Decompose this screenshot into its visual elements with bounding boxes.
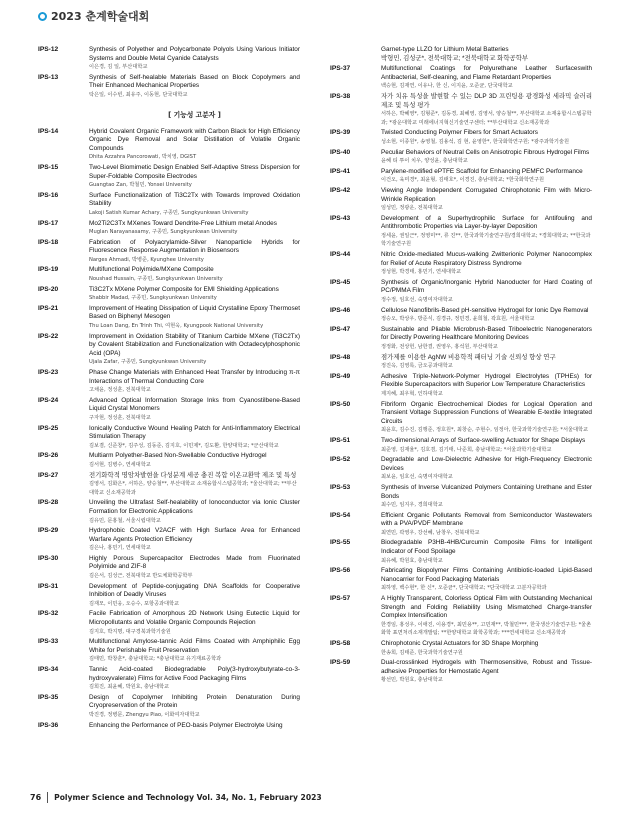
continued-authors: 박형민, 김성군*, 전북대학교; *전북대학교 화학공학부 bbox=[381, 54, 529, 62]
journal-citation: Polymer Science and Technology Vol. 34, No. 1, February 2023 bbox=[54, 793, 322, 802]
entry-code: IPS-45 bbox=[330, 278, 351, 286]
program-entry bbox=[330, 640, 592, 657]
program-entry bbox=[38, 46, 300, 72]
entry-body bbox=[381, 168, 592, 185]
entry-authors: 김서현, 김병수, 연세대학교 bbox=[89, 461, 151, 468]
entry-body bbox=[89, 397, 300, 423]
entry-body bbox=[381, 251, 592, 277]
entry-title: Highly Porous Supercapacitor Electrodes Made from Fluorinated Polyimide and ZIF-8 bbox=[89, 554, 300, 571]
entry-authors: 김은나, 홍민기, 연세대학교 bbox=[89, 545, 151, 552]
entry-body bbox=[89, 305, 300, 331]
program-entry bbox=[330, 187, 592, 213]
entry-authors: 서하은, 박혜영*, 김형준*, 김동경, 최혜영, 김영서, 양승철**, 부산대학교 소재융합시스템공학과; *광운대학교 미래에너지혁신기술연구센터; **부산대학교 신소재공학과 bbox=[381, 111, 592, 126]
entry-title: Two-Level Biomimetic Design Enabled Self-Adaptive Stress Dispersion for Super-Foldable Composite Electrodes bbox=[89, 163, 300, 180]
entry-title: Chirophotonic Crystal Actuators for 3D Shape Morphing bbox=[381, 640, 539, 647]
program-entry bbox=[38, 286, 300, 303]
entry-body bbox=[381, 484, 592, 510]
entry-code: IPS-47 bbox=[330, 325, 351, 333]
entry-body bbox=[381, 401, 592, 435]
entry-code: IPS-20 bbox=[38, 285, 59, 293]
entry-title: Nitric Oxide-mediated Mucus-walking Zwitterionic Polymer Nanocomplex for Relief of Acute Respiratory Distress Syndrome bbox=[381, 251, 592, 267]
entry-code: IPS-56 bbox=[330, 567, 351, 575]
entry-authors: Guangtao Zan, 박철민, Yonsei University bbox=[89, 182, 192, 189]
entry-title: Surface Functionalization of Ti3C2Tx with Towards Improved Oxidation Stability bbox=[89, 191, 300, 208]
page-header bbox=[38, 8, 149, 24]
entry-title: Synthesis of Polyether and Polycarbonate Polyols Using Various Initiator Systems and Double Metal Cyanide Catalysts bbox=[89, 46, 300, 62]
entry-title: Multifunctional Amylose-tannic Acid Films Coated with Amphiphilic Egg White for Perishable Fruit Preservation bbox=[89, 638, 300, 654]
entry-code: IPS-13 bbox=[38, 73, 59, 81]
continued-entry bbox=[330, 46, 592, 63]
program-entry bbox=[330, 129, 592, 146]
entry-code: IPS-14 bbox=[38, 127, 59, 135]
entry-authors: 황선민, 박원효, 충남대학교 bbox=[381, 677, 443, 684]
entry-title: Advanced Optical Information Storage Inks from Cyanostilbene-Based Liquid Crystal Monomers bbox=[89, 396, 300, 413]
entry-title: Biodegradable P3HB-4HB/Curcumin Composite Films for Intelligent Indicator of Food Spoilage bbox=[381, 539, 592, 556]
entry-code: IPS-37 bbox=[330, 65, 351, 73]
entry-body bbox=[381, 456, 592, 482]
entry-body bbox=[89, 286, 300, 303]
circle-bullet-icon bbox=[38, 12, 47, 21]
left-column bbox=[38, 46, 300, 732]
entry-title: Development of Peptide-conjugating DNA Scaffolds for Cooperative Inhibition of Deadly Viruses bbox=[89, 582, 300, 599]
entry-title: Synthesis of Self-healable Materials Based on Block Copolymers and Their Enhanced Mechanical Properties bbox=[89, 73, 300, 90]
entry-authors: 최보윤, 임호선, 숙명여자대학교 bbox=[381, 474, 453, 481]
entry-title: Cellulose Nanofibrils-Based pH-sensitive Hydrogel for Ionic Dye Removal bbox=[381, 306, 589, 314]
entry-authors: 한송희, 김태준, 한국과학기술연구원 bbox=[381, 649, 463, 656]
entry-authors: 최연민, 곽영우, 강선혜, 남창우, 전북대학교 bbox=[381, 529, 480, 536]
entry-body bbox=[381, 640, 592, 657]
entry-code: IPS-43 bbox=[330, 214, 351, 222]
program-entry bbox=[330, 512, 592, 538]
entry-title: Adhesive Triple-Network-Polymer Hydrogel Electrolytes (TPHEs) for Flexible Supercapacitors with Superior Low Temperature Characteristics bbox=[381, 372, 592, 389]
program-entry bbox=[330, 484, 592, 510]
entry-title: 점가제를 이용한 AgNW 비용학적 패터닝 기술 신뢰성 향상 연구 bbox=[381, 353, 556, 361]
entry-body bbox=[381, 373, 592, 399]
entry-code: IPS-30 bbox=[38, 554, 59, 562]
entry-body bbox=[89, 694, 300, 720]
entry-code: IPS-18 bbox=[38, 238, 59, 246]
entry-body bbox=[381, 129, 592, 146]
entry-body bbox=[89, 638, 300, 664]
program-entry bbox=[38, 527, 300, 553]
entry-body bbox=[381, 567, 592, 593]
entry-body bbox=[89, 499, 300, 525]
entry-body bbox=[89, 46, 300, 72]
entry-code: IPS-54 bbox=[330, 511, 351, 519]
program-entry bbox=[330, 307, 592, 324]
entry-title: Unveiling the Ultrafast Self-healability of Ionoconductor via Ionic Cluster Formation for Electronic Applications bbox=[89, 499, 300, 515]
entry-body bbox=[89, 583, 300, 609]
entry-authors: 정승오, 박상우, 방준식, 김경규, 정민경, 윤희철, 곽효원, 서울대학교 bbox=[381, 316, 535, 323]
entry-authors: 김재모, 이민웅, 오승수, 포항공과대학교 bbox=[89, 600, 180, 607]
entry-authors: 김희진, 최윤혜, 박원효, 충남대학교 bbox=[89, 684, 170, 691]
entry-code: IPS-58 bbox=[330, 640, 351, 647]
program-entry bbox=[38, 74, 300, 100]
entry-title: Viewing Angle Independent Corrugated Chirophotonic Film with Micro-Wrinkle Replication bbox=[381, 186, 592, 203]
entry-code: IPS-34 bbox=[38, 666, 59, 673]
entry-authors: 임성민, 정광운, 전북대학교 bbox=[381, 205, 443, 212]
entry-body bbox=[381, 354, 592, 371]
entry-authors: 정수정, 임호선, 숙명여자대학교 bbox=[381, 297, 453, 304]
entry-authors: 정정화, 전상헌, 남한결, 권영우, 홍석원, 부산대학교 bbox=[381, 344, 498, 350]
entry-authors: 제지혜, 최우혁, 인하대학교 bbox=[381, 390, 443, 397]
entry-code: IPS-17 bbox=[38, 219, 59, 227]
entry-body bbox=[89, 369, 300, 395]
entry-code: IPS-53 bbox=[330, 483, 351, 491]
entry-body bbox=[89, 722, 300, 731]
entry-authors: 최윤호, 김수진, 김행준, 정호원*, 최창순, 주현수, 임정아, 한국과학기술연구원; *서울대학교 bbox=[381, 427, 589, 434]
program-entry bbox=[38, 555, 300, 581]
entry-body bbox=[89, 164, 300, 190]
page-footer bbox=[30, 792, 322, 803]
program-entry bbox=[38, 333, 300, 367]
program-entry bbox=[330, 401, 592, 435]
entry-title: Dual-crosslinked Hydrogels with Thermosensitive, Robust and Tissue-adhesive Properties for Hemostatic Agent bbox=[381, 659, 592, 675]
continued-title: Garnet-type LLZO for Lithium Metal Batteries bbox=[381, 46, 509, 53]
entry-body bbox=[381, 93, 592, 127]
entry-title: Improvement of Heating Dissipation of Liquid Crystalline Epoxy Thermoset Based on Biphenyl Mesogen bbox=[89, 304, 300, 321]
program-entry bbox=[38, 583, 300, 609]
entry-title: Two-dimensional Arrays of Surface-swelling Actuator for Shape Displays bbox=[381, 436, 586, 444]
program-entry bbox=[330, 251, 592, 277]
entry-authors: 정성현, 박경태, 홍민기, 연세대학교 bbox=[381, 269, 462, 276]
entry-code: IPS-19 bbox=[38, 266, 59, 274]
entry-authors: 김유민, 문홍철, 서울시립대학교 bbox=[89, 517, 161, 524]
entry-body bbox=[89, 555, 300, 581]
entry-authors: 구자현, 정성훈, 전북대학교 bbox=[89, 414, 151, 421]
entry-authors: 김태민, 박창훈*, 충남대학교; *충남대학교 유기재료공학과 bbox=[89, 656, 222, 663]
entry-code: IPS-33 bbox=[38, 638, 59, 646]
program-entry bbox=[330, 595, 592, 638]
entry-body bbox=[89, 239, 300, 265]
entry-body bbox=[381, 437, 592, 454]
program-entry bbox=[330, 567, 592, 593]
entry-title: Fabricating Biopolymer Films Containing Antibiotic-loaded Lipid-Based Nanocarrier for Food Packaging Materials bbox=[381, 567, 592, 583]
program-entry bbox=[38, 164, 300, 190]
entry-body bbox=[381, 326, 592, 352]
entry-title: Efficient Organic Pollutants Removal from Semiconductor Wastewaters with a PVA/PVDF Membrane bbox=[381, 511, 592, 528]
program-entry bbox=[38, 499, 300, 525]
entry-authors: 최하영, 백수현*, 한 신*, 오준균*, 단국대학교; *단국대학교 고분자공학과 bbox=[381, 585, 547, 592]
entry-authors: 박진경, 정병문, Zhengyu Piao, 이화여자대학교 bbox=[89, 711, 200, 718]
program-entry bbox=[38, 666, 300, 692]
section-heading-label: [ 기능성 고분자 ] bbox=[168, 110, 221, 119]
entry-body bbox=[89, 452, 300, 469]
entry-authors: Dhita Azzahra Pancorowati, 박치영, DGIST bbox=[89, 154, 197, 161]
entry-body bbox=[381, 65, 592, 91]
entry-authors: 김은서, 김성근, 전북대학교 반도체화학공학부 bbox=[89, 573, 193, 580]
entry-title: Degradable and Low-Dielectric Adhesive for High-Frequency Electronic Devices bbox=[381, 456, 592, 472]
entry-title: Sustainable and Pliable Microbrush-Based Triboelectric Nanogenerators for Directly Powering Healthcare Monitoring Devices bbox=[381, 325, 592, 342]
entry-code: IPS-42 bbox=[330, 186, 351, 194]
entry-title: 전기화학적 명암차발현을 다성분계 세공 충진 복합 이온교환막 제조 및 특성 bbox=[89, 471, 297, 479]
entry-authors: 윤혜 티 투이 치우, 양성윤, 충남대학교 bbox=[381, 158, 468, 165]
entry-authors: 한경임, 홍성우, 이애진, 이용경*, 최민용**, 고민재**, 박철민***, 한국생산기술연구원; *울촌화학 표면처리소재개발팀; **한양대학교 화학공학과; ***연세대학교 신소재공학과 bbox=[381, 621, 592, 637]
entry-authors: 최준영, 김재율*, 김호겸, 김기태, 나준희, 충남대학교; *서울과학기술대학교 bbox=[381, 446, 552, 453]
entry-authors: 정세윤, 권일근*, 정영미**, 류 진**, 한국과학기술연구원/경희대학교; *경희대학교; **한국과학기술연구원 bbox=[381, 232, 591, 248]
entry-body bbox=[381, 149, 592, 166]
entry-code: IPS-50 bbox=[330, 400, 351, 408]
entry-body bbox=[89, 666, 300, 692]
entry-code: IPS-40 bbox=[330, 148, 351, 156]
entry-code: IPS-59 bbox=[330, 659, 351, 667]
entry-authors: Muglan Narayanasamy, 구종민, Sungkyunkwan University bbox=[89, 229, 238, 236]
section-heading bbox=[89, 109, 300, 119]
program-entry bbox=[330, 149, 592, 166]
entry-code: IPS-55 bbox=[330, 539, 351, 547]
entry-code: IPS-12 bbox=[38, 46, 59, 53]
program-entry bbox=[38, 397, 300, 423]
entry-body bbox=[89, 220, 300, 237]
entry-title: Enhancing the Performance of PEO-basis Polymer Electrolyte Using bbox=[89, 721, 283, 729]
left-top-entries bbox=[38, 46, 300, 100]
entry-authors: Lakoji Satish Kumar Achary, 구종민, Sungkyunkwan University bbox=[89, 209, 249, 216]
entry-authors: 최수민, 임지우, 경희대학교 bbox=[381, 502, 443, 509]
entry-body bbox=[89, 192, 300, 218]
entry-authors: 김지호, 박지명, 대구경북과학기술원 bbox=[89, 628, 171, 635]
entry-code: IPS-16 bbox=[38, 191, 59, 199]
entry-authors: 탁은일, 이수빈, 최유주, 이동현, 단국대학교 bbox=[89, 91, 188, 98]
entry-code: IPS-29 bbox=[38, 527, 59, 535]
entry-title: Improvement in Oxidation Stability of Titanium Carbide MXene (Ti3C2Tx) by Covalent Stabilization and Functionalization with Octadecylphosphonic Acid (OPA) bbox=[89, 332, 300, 357]
entry-code: IPS-23 bbox=[38, 369, 59, 376]
entry-title: Ionically Conductive Wound Healing Patch for Anti-Inflammatory Electrical Stimulation Therapy bbox=[89, 424, 300, 441]
entry-authors: 정진옥, 김영록, 금오공과대학교 bbox=[381, 363, 453, 370]
entry-body bbox=[89, 266, 300, 283]
entry-authors: Ujala Zafar, 구종민, Sungkyunkwan University bbox=[89, 359, 207, 366]
entry-title: 자가 치유 특성을 발현할 수 있는 DLP 3D 프린팅용 광경화성 세라믹 슬러리 제조 및 특성 평가 bbox=[381, 92, 592, 109]
entry-authors: 백승현, 김재연, 이유나, 한 신, 이지윤, 오준균, 단국대학교 bbox=[381, 83, 513, 90]
entry-body bbox=[89, 527, 300, 553]
entry-code: IPS-51 bbox=[330, 436, 351, 444]
entry-authors: 이은경, 김 일, 부산대학교 bbox=[89, 64, 148, 71]
program-entry bbox=[38, 128, 300, 162]
entry-title: Ti3C2Tx MXene Polymer Composite for EMI Shielding Applications bbox=[89, 285, 279, 293]
entry-body bbox=[381, 307, 592, 324]
entry-title: Design of Copolymer Inhibiting Protein Denaturation During Cryopreservation of the Protein bbox=[89, 693, 300, 710]
right-column bbox=[330, 46, 592, 687]
entry-code: IPS-21 bbox=[38, 304, 59, 312]
program-entry bbox=[38, 694, 300, 720]
entry-title: Peculiar Behaviors of Neutral Cells on Anisotropic Fibrous Hydrogel Films bbox=[381, 148, 590, 156]
entry-title: Fabrication of Polyacrylamide-Silver Nanoparticle Hybrids for Fluorescence Response Augmentation in Biosensors bbox=[89, 238, 300, 255]
entry-body bbox=[381, 595, 592, 638]
entry-body bbox=[89, 425, 300, 451]
program-entry bbox=[330, 659, 592, 685]
entry-authors: 최유혜, 박원효, 충남대학교 bbox=[381, 557, 443, 564]
program-entry bbox=[330, 326, 592, 352]
entry-title: Hydrophobic Coated V2ACF with High Surface Area for Enhanced Warfare Agents Protection Efficiency bbox=[89, 527, 300, 543]
entry-code: IPS-46 bbox=[330, 306, 351, 314]
entry-authors: 김보겸, 신준창*, 김주성, 김동준, 김지호, 이민제*, 김도환, 한양대학교; *군산대학교 bbox=[89, 442, 279, 449]
entry-title: Parylene-modified ePTFE Scaffold for Enhancing PEMFC Performance bbox=[381, 167, 583, 175]
entry-code: IPS-48 bbox=[330, 353, 351, 361]
entry-title: Fibriform Organic Electrochemical Diodes for Logical Operation and Transient Voltage Suppression Functions of Wearable E-textile Integrated Circuits bbox=[381, 400, 592, 425]
entry-authors: Thu Loan Dang, En Trinh Thi, 여현욱, Kyungpook National University bbox=[89, 323, 264, 330]
entry-authors: Noushad Hussain, 구종민, Sungkyunkwan University bbox=[89, 276, 223, 283]
entry-body bbox=[89, 472, 300, 498]
entry-body bbox=[89, 128, 300, 162]
entry-code: IPS-41 bbox=[330, 167, 351, 175]
left-entry-list bbox=[38, 128, 300, 731]
entry-body bbox=[381, 539, 592, 565]
program-entry bbox=[38, 266, 300, 283]
entry-code: IPS-28 bbox=[38, 499, 59, 507]
footer-divider bbox=[47, 792, 48, 803]
entry-body bbox=[381, 187, 592, 213]
program-entry bbox=[330, 456, 592, 482]
entry-code: IPS-31 bbox=[38, 582, 59, 590]
program-entry bbox=[330, 215, 592, 249]
entry-body bbox=[89, 74, 300, 100]
entry-code: IPS-44 bbox=[330, 251, 351, 259]
program-entry bbox=[330, 168, 592, 185]
entry-code: IPS-39 bbox=[330, 129, 351, 137]
entry-body bbox=[381, 512, 592, 538]
entry-code: IPS-38 bbox=[330, 92, 351, 100]
entry-code: IPS-36 bbox=[38, 721, 59, 729]
entry-authors: Narges Ahmadi, 박병준, Kyunghee University bbox=[89, 256, 204, 263]
entry-code: IPS-57 bbox=[330, 595, 351, 603]
entry-authors: 김영서, 김화은*, 서하은, 양승철**, 부산대학교 소재융합시스템공학과; *울산대학교; **부산대학교 신소재공학과 bbox=[89, 481, 297, 496]
entry-authors: 고채윤, 정성훈, 전북대학교 bbox=[89, 387, 151, 394]
program-entry bbox=[38, 722, 300, 731]
entry-title: Twisted Conducting Polymer Fibers for Smart Actuators bbox=[381, 129, 538, 137]
page-number: 76 bbox=[30, 793, 42, 802]
program-entry bbox=[38, 472, 300, 498]
entry-code: IPS-24 bbox=[38, 396, 59, 404]
program-entry bbox=[330, 93, 592, 127]
entry-code: IPS-52 bbox=[330, 456, 351, 464]
entry-code: IPS-27 bbox=[38, 471, 59, 479]
entry-title: Development of a Superhydrophilic Surface for Antifouling and Antithrombotic Properties via Layer-by-layer Deposition bbox=[381, 214, 592, 231]
entry-title: Multifunctional Polyimide/MXene Composite bbox=[89, 266, 214, 274]
entry-title: Hybrid Covalent Organic Framework with Carbon Black for High Efficiency Organic Dye Removal and Solar Distillation of Volatile Organic Compounds bbox=[89, 127, 300, 152]
entry-title: Synthesis of Inverse Vulcanized Polymers Containing Urethane and Ester Bonds bbox=[381, 483, 592, 500]
program-entry bbox=[38, 192, 300, 218]
right-entry-list bbox=[330, 65, 592, 685]
program-entry bbox=[38, 220, 300, 237]
program-entry bbox=[330, 65, 592, 91]
entry-body bbox=[89, 333, 300, 367]
entry-body bbox=[381, 215, 592, 249]
entry-code: IPS-22 bbox=[38, 332, 59, 340]
program-entry bbox=[330, 279, 592, 305]
program-entry bbox=[38, 452, 300, 469]
program-entry bbox=[330, 437, 592, 454]
entry-title: Mo2Ti2C3Tx MXenes Toward Dendrite-Free Lithium metal Anodes bbox=[89, 219, 277, 227]
entry-body bbox=[381, 279, 592, 305]
entry-title: Multifunctional Coatings for Polyurethane Leather Surfaceswith Antibacterial, Self-cleaning, and Flame Retardant Properties bbox=[381, 65, 592, 81]
entry-code: IPS-32 bbox=[38, 610, 59, 618]
entry-authors: 이건오, 육미경*, 최윤형, 김태호*, 이경진, 충남대학교; *한국화학연구원 bbox=[381, 177, 544, 184]
entry-body bbox=[381, 659, 592, 685]
conference-title: 2023 춘계학술대회 bbox=[51, 10, 150, 23]
program-entry bbox=[330, 354, 592, 371]
program-entry bbox=[38, 239, 300, 265]
entry-title: Facile Fabrication of Amorphous 2D Network Using Eutectic Liquid for Micropollutants and Volatile Organic Compounds Rejection bbox=[89, 610, 300, 627]
entry-title: Phase Change Materials with Enhanced Heat Transfer by Introducing π-π Interactions of Thermal Conducting Core bbox=[89, 369, 300, 385]
entry-code: IPS-35 bbox=[38, 693, 59, 701]
entry-title: Multiarm Polyether-Based Non-Swellable Conductive Hydrogel bbox=[89, 452, 267, 460]
entry-authors: 성소현, 이종원*, 송영철, 김용석, 김 현, 윤영한*, 한국화학연구원; *광주과학기술원 bbox=[381, 138, 569, 145]
entry-title: A Highly Transparent, Colorless Optical Film with Outstanding Mechanical Strength and Folding Reliability Using Mismatched Charge-transfer Complex Intensification bbox=[381, 595, 592, 620]
program-entry bbox=[38, 369, 300, 395]
entry-code: IPS-26 bbox=[38, 452, 59, 460]
program-entry bbox=[38, 305, 300, 331]
entry-code: IPS-25 bbox=[38, 424, 59, 432]
program-entry bbox=[330, 373, 592, 399]
entry-code: IPS-15 bbox=[38, 163, 59, 171]
program-entry bbox=[38, 610, 300, 636]
entry-title: Tannic Acid-coated Biodegradable Poly(3-hydroxybutyrate-co-3-hydroxyvalerate) Films for Active Food Packaging Films bbox=[89, 666, 300, 682]
program-entry bbox=[38, 638, 300, 664]
program-entry bbox=[330, 539, 592, 565]
entry-code: IPS-49 bbox=[330, 372, 351, 380]
entry-title: Synthesis of Organic/Inorganic Hybrid Nanoducter for Hard Coating of PC/PMMA Film bbox=[381, 278, 592, 295]
entry-body bbox=[89, 610, 300, 636]
program-entry bbox=[38, 425, 300, 451]
entry-authors: Shabbir Madad, 구종민, Sungkyunkwan University bbox=[89, 295, 217, 302]
